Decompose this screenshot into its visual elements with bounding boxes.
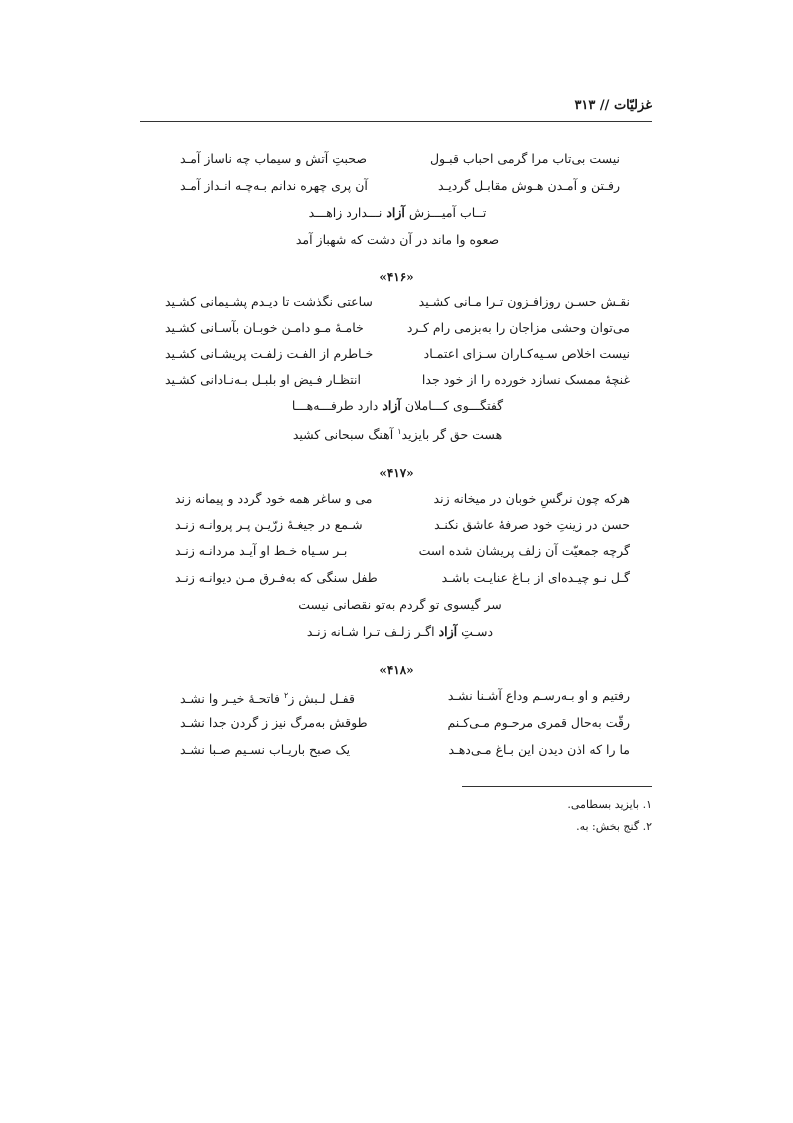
closing-line bbox=[285, 595, 515, 615]
hemistich-second: صحبتِ آتش و سیماب چه ناساز آمـد bbox=[180, 151, 367, 166]
footnote: ۲. گنج بخش: به. bbox=[576, 820, 652, 833]
hemistich-first: نیست اخلاص سـیه‌کـاران سـزای اعتمـاد bbox=[423, 346, 630, 361]
hemistich-second: یک صبح باریـاب نسـیم صـبا نشـد bbox=[180, 742, 351, 757]
hemistich-first: گـل نـو چیـده‌ای از بـاغ عنایـت باشـد bbox=[441, 570, 630, 585]
hemistich-second: طوقش به‌مرگ نیز ز گردن جدا نشـد bbox=[180, 715, 368, 730]
hemistich-second: خامـۀ مـو دامـن خوبـان بآسـانی کشـید bbox=[165, 320, 364, 335]
closing-text: اگـر زلـف تـرا شـانه زنـد bbox=[306, 624, 435, 639]
couplet bbox=[180, 740, 630, 760]
ghazal-number: «۴۱۶» bbox=[379, 270, 414, 284]
header-rule bbox=[140, 121, 652, 122]
hemistich-first: می‌توان وحشی مزاجان را به‌بزمی رام کـرد bbox=[406, 320, 630, 335]
hemistich-first: گرچه جمعیّت آن زلف پریشان شده است bbox=[418, 543, 630, 558]
hemistich-second bbox=[180, 686, 355, 709]
hemistich-first: رفتیم و او بـه‌رسـم وداع آشـنا نشـد bbox=[447, 688, 630, 703]
poet-name: آزاد bbox=[382, 398, 401, 413]
hemistich-second: می و ساغر همه خود گردد و پیمانه زند bbox=[175, 491, 373, 506]
hemistich-second: شـمع در جیغـۀ زرّیـن پـر پروانـه زنـد bbox=[175, 517, 363, 532]
ghazal-number: «۴۱۸» bbox=[379, 663, 414, 677]
couplet bbox=[180, 149, 620, 169]
closing-line bbox=[290, 230, 505, 250]
hemistich-first: رقّت به‌حال قمری مرحـوم مـی‌کـنم bbox=[447, 715, 630, 730]
closing-text: هست حق گر بایزید bbox=[401, 427, 503, 443]
closing-text: سر گیسوی تو گردم به‌تو نقصانی نیست bbox=[298, 597, 502, 612]
couplet bbox=[180, 713, 630, 733]
couplet bbox=[175, 568, 630, 588]
closing-text: نـــدارد زاهـــد bbox=[308, 205, 383, 220]
couplet bbox=[180, 686, 630, 706]
poet-name: آزاد bbox=[386, 205, 405, 220]
couplet bbox=[175, 515, 630, 535]
hemistich-second: بـر سـیاه خـط او آیـد مردانـه زنـد bbox=[175, 543, 348, 558]
footnote: ۱. بایزید بسطامی. bbox=[567, 798, 652, 811]
hemistich-first: حسن در زینتِ خود صرفۀ عاشق نکنـد bbox=[434, 517, 630, 532]
closing-line bbox=[285, 622, 515, 642]
closing-text: دسـتِ bbox=[461, 624, 494, 639]
closing-text: دارد طرفـــه‌هـــا bbox=[291, 398, 379, 413]
closing-line bbox=[285, 422, 510, 445]
hemistich-text: قفـل لـبش ز bbox=[288, 691, 355, 707]
hemistich-text: فاتحـۀ خیـر وا نشـد bbox=[180, 691, 281, 707]
couplet bbox=[165, 370, 630, 390]
couplet bbox=[165, 292, 630, 312]
couplet bbox=[175, 541, 630, 561]
hemistich-first: ما را که اذن دیدن این بـاغ مـی‌دهـد bbox=[448, 742, 630, 757]
footnote-rule bbox=[462, 786, 652, 787]
couplet bbox=[165, 318, 630, 338]
hemistich-first: نقـش حسـن روزافـزون تـرا مـانی کشـید bbox=[418, 294, 630, 309]
hemistich-second: طفل سنگی که به‌فـرق مـن دیوانـه زنـد bbox=[175, 570, 378, 585]
hemistich-second: خـاطرم از الفـت زلفـت پریشـانی کشـید bbox=[165, 346, 374, 361]
closing-line bbox=[285, 396, 510, 416]
running-header: غزلیّات // ۳۱۳ bbox=[574, 98, 652, 113]
couplet bbox=[165, 344, 630, 364]
closing-text: تــاب آمیـــزش bbox=[408, 205, 487, 220]
closing-text: صعوه وا ماند در آن دشت که شهباز آمد bbox=[295, 232, 500, 247]
couplet bbox=[175, 489, 630, 509]
hemistich-first: هرکه چون نرگسِ خوبان در میخانه زند bbox=[433, 491, 630, 506]
closing-text: آهنگ سبحانی کشید bbox=[292, 427, 394, 443]
hemistich-second: آن پری چهره ندانم بـه‌چـه انـداز آمـد bbox=[180, 178, 368, 193]
ghazal-number: «۴۱۷» bbox=[379, 466, 414, 480]
hemistich-first: رفـتن و آمـدن هـوش مقابـل گردیـد bbox=[438, 178, 620, 193]
footnote-marker: ۱ bbox=[397, 427, 402, 436]
closing-line bbox=[290, 203, 505, 223]
hemistich-first: نیست بی‌تاب مرا گرمی احباب قبـول bbox=[429, 151, 620, 166]
hemistich-first: غنچۀ ممسک نسازد خورده را از خود جدا bbox=[421, 372, 630, 387]
closing-text: گفتگـــوی کـــاملان bbox=[404, 398, 504, 413]
couplet bbox=[180, 176, 620, 196]
hemistich-second: ساعتی نگذشت تا دیـدم پشـیمانی کشـید bbox=[165, 294, 373, 309]
footnote-marker: ۲ bbox=[284, 691, 289, 700]
hemistich-second: انتظـار فـیض او بلبـل بـه‌نـادانی کشـید bbox=[165, 372, 361, 387]
poet-name: آزاد bbox=[438, 624, 458, 639]
